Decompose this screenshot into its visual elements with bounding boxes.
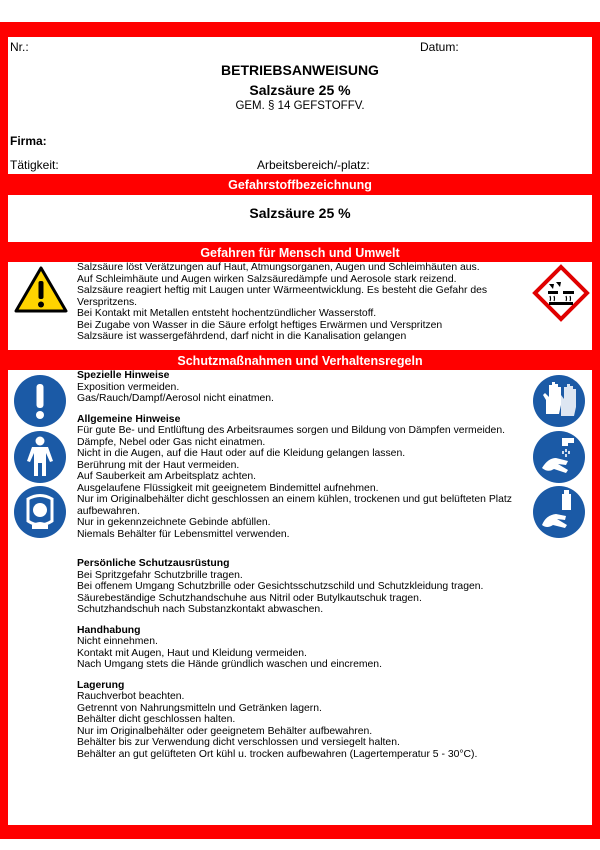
schutz-line: Behälter bis zur Verwendung dicht verschlossen und versiegelt halten. xyxy=(77,737,400,748)
gefahren-line: Salzsäure reagiert heftig mit Laugen unter Wärmeentwicklung. Es besteht die Gefahr des Verspritzens. xyxy=(77,285,488,308)
persoenliche-schutzausruestung-heading: Persönliche Schutzausrüstung xyxy=(77,558,230,569)
lagerung-heading: Lagerung xyxy=(77,679,125,691)
schutz-text xyxy=(77,370,529,760)
datum-label: Datum: xyxy=(420,40,459,54)
gefahren-line: Bei Zugabe von Wasser in die Säure erfolgt heftiges Erwärmen und Verspritzen xyxy=(77,319,443,331)
schutz-line: Ausgelaufene Flüssigkeit mit geeignetem Bindemittel aufnehmen. xyxy=(77,482,379,494)
schutz-line: Niemals Behälter für Lebensmittel verwenden. xyxy=(77,528,290,540)
schutz-line: Behälter dicht geschlossen halten. xyxy=(77,714,236,725)
gefahrstoff-section-title: Gefahrstoffbezeichnung xyxy=(8,179,592,192)
gefahren-text xyxy=(77,262,527,343)
face-shield-icon xyxy=(13,485,67,544)
schutz-box xyxy=(8,370,592,825)
gefahren-line: Salzsäure ist wassergefährdend, darf nicht in die Kanalisation gelangen xyxy=(77,331,407,342)
gefahren-box xyxy=(8,262,592,350)
schutz-section-title: Schutzmaßnahmen und Verhaltensregeln xyxy=(8,355,592,368)
arbeitsbereich-label: Arbeitsbereich/-platz: xyxy=(257,158,370,172)
schutz-line: Nur im Originalbehälter oder geeignetem Behälter aufbewahren. xyxy=(77,725,373,737)
schutz-line: Nur in gekennzeichnete Gebinde abfüllen. xyxy=(77,517,271,528)
gefahrstoff-box xyxy=(8,195,592,242)
schutz-line: Dämpfe, Nebel oder Gas nicht einatmen. xyxy=(77,436,266,448)
allgemeine-hinweise-heading: Allgemeine Hinweise xyxy=(77,413,181,425)
schutz-line: Exposition vermeiden. xyxy=(77,381,180,393)
schutz-line: Bei Spritzgefahr Schutzbrille tragen. xyxy=(77,569,243,581)
warning-triangle-icon xyxy=(13,265,69,320)
protective-clothing-icon xyxy=(13,430,67,489)
firma-label: Firma: xyxy=(10,134,47,148)
schutz-line: Behälter an gut gelüfteten Ort kühl u. trocken aufbewahren (Lagertemperatur 5 - 30°C). xyxy=(77,748,478,760)
gefahren-section-title: Gefahren für Mensch und Umwelt xyxy=(8,247,592,260)
schutz-line: Berührung mit der Haut vermeiden. xyxy=(77,459,240,471)
ghs05-corrosive-icon xyxy=(532,264,590,327)
schutz-line: Rauchverbot beachten. xyxy=(77,691,185,702)
schutz-line: Säurebeständige Schutzhandschuhe aus Nitril oder Butylkautschuk tragen. xyxy=(77,592,422,604)
nr-label: Nr.: xyxy=(10,40,29,54)
hand-cream-icon xyxy=(532,485,586,544)
schutz-line: Für gute Be- und Entlüftung des Arbeitsraumes sorgen und Bildung von Dämpfen vermeiden. xyxy=(77,425,505,436)
wash-hands-icon xyxy=(532,430,586,489)
schutz-line: Auf Sauberkeit am Arbeitsplatz achten. xyxy=(77,471,257,482)
header-box xyxy=(8,37,592,174)
schutz-line: Nicht in die Augen, auf die Haut oder auf die Kleidung gelangen lassen. xyxy=(77,448,406,459)
general-mandatory-icon xyxy=(13,374,67,433)
document-title: BETRIEBSANWEISUNG xyxy=(221,62,379,78)
schutz-line: Kontakt mit Augen, Haut und Kleidung vermeiden. xyxy=(77,647,307,659)
handhabung-heading: Handhabung xyxy=(77,624,141,636)
gefahren-line: Salzsäure löst Verätzungen auf Haut, Atmungsorganen, Augen und Schleimhäuten aus. xyxy=(77,262,480,273)
spezielle-hinweise-heading: Spezielle Hinweise xyxy=(77,370,170,381)
schutz-line: Nicht einnehmen. xyxy=(77,636,158,647)
schutz-line: Schutzhandschuh nach Substanzkontakt abwaschen. xyxy=(77,604,324,615)
gefahrstoff-name: Salzsäure 25 % xyxy=(249,205,351,221)
schutz-line: Getrennt von Nahrungsmitteln und Getränken lagern. xyxy=(77,702,322,714)
schutz-line: Nur im Originalbehälter dicht geschlossen an einem kühlen, trockenen und gut belüfteten Platz aufbewahren. xyxy=(77,494,512,517)
gefahren-line: Auf Schleimhäute und Augen wirken Salzsäuredämpfe und Aerosole stark reizend. xyxy=(77,273,457,285)
schutz-line: Gas/Rauch/Dampf/Aerosol nicht einatmen. xyxy=(77,393,274,404)
substance-heading: Salzsäure 25 % xyxy=(249,82,351,98)
gloves-icon xyxy=(532,374,586,433)
schutz-line: Nach Umgang stets die Hände gründlich waschen und eincremen. xyxy=(77,659,382,670)
regulation-text: GEM. § 14 GEFSTOFFV. xyxy=(235,100,365,112)
gefahren-line: Bei Kontakt mit Metallen entsteht hochentzündlicher Wasserstoff. xyxy=(77,308,377,319)
schutz-line: Bei offenem Umgang Schutzbrille oder Gesichtsschutzschild und Schutzkleidung tragen. xyxy=(77,581,484,592)
taetigkeit-label: Tätigkeit: xyxy=(10,158,59,172)
